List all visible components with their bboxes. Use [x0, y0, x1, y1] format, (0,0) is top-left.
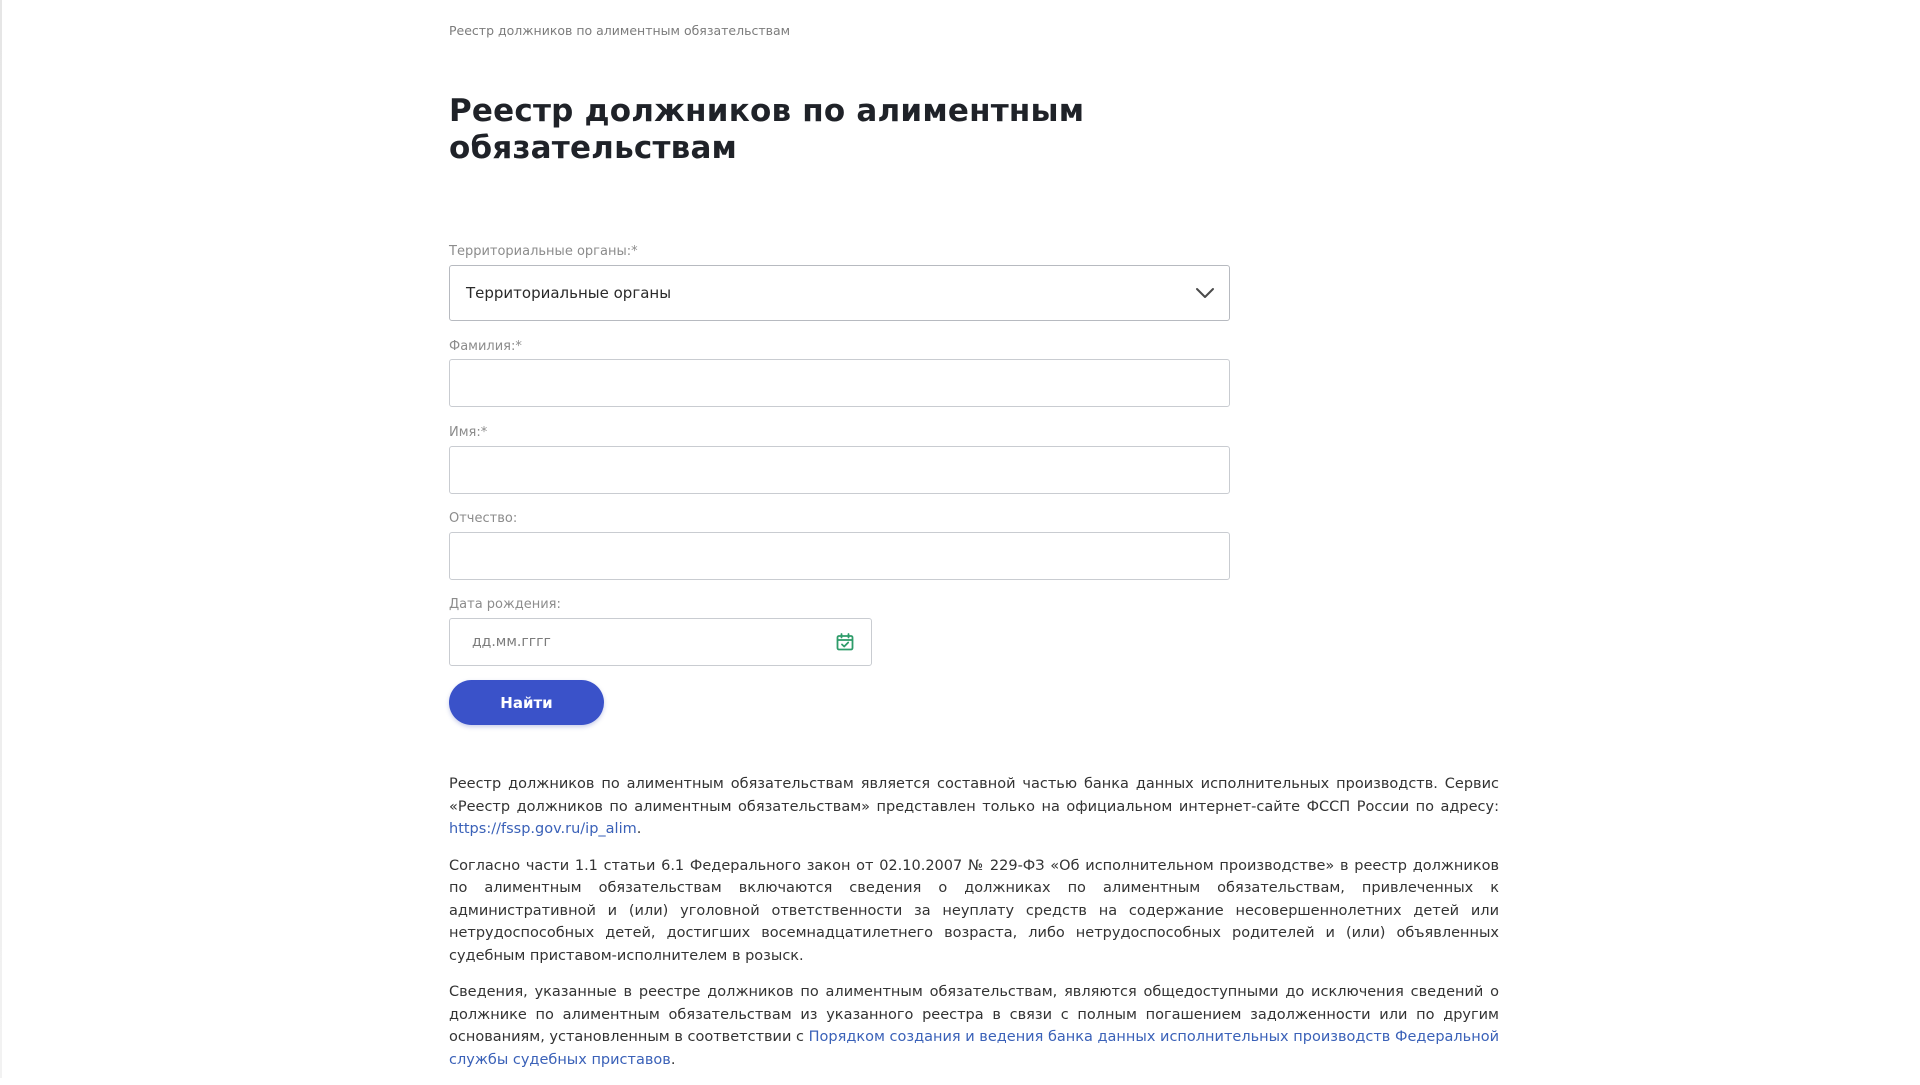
page-title: Реестр должников по алиментным обязательствам — [449, 93, 1085, 166]
info-paragraph-1-end: . — [636, 821, 642, 837]
info-section — [449, 773, 1499, 1085]
last-name-input[interactable] — [449, 359, 1230, 407]
procedure-link[interactable]: Порядком создания и ведения банка данных исполнительных производств Федеральной службы судебных приставов — [449, 1029, 1499, 1068]
registry-link[interactable]: https://fssp.gov.ru/ip_alim — [449, 821, 637, 837]
info-paragraph-2: Согласно части 1.1 статьи 6.1 Федерального закон от 02.10.2007 № 229-ФЗ «Об исполнительном производстве» в реестр должников по алиментным обязательствам включаются сведения о должниках по алиментным обязательствам, привлеченных к административной и (или) уголовной ответственности за неуплату средств на содержание несовершеннолетних детей или нетрудоспособных детей, достигших восемнадцатилетнего возраста, либо нетрудоспособных родителей и (или) объявленных судебным приставом-исполнителем в розыск. — [449, 857, 1499, 964]
territorial-label: Территориальные органы:* — [449, 244, 638, 259]
territorial-select[interactable] — [449, 265, 1230, 321]
search-button[interactable]: Найти — [449, 680, 604, 725]
info-paragraph-3-text: Сведения, указанные в реестре должников по алиментным обязательствам, являются общедоступными до исключения сведений о должнике по алиментным обязательствам из указанного реестра в связи с полным погашением задолженности или по другим основаниям, установленным в соответствии с — [449, 984, 1499, 1045]
last-name-label: Фамилия:* — [449, 339, 522, 354]
patronymic-label: Отчество: — [449, 511, 518, 526]
birth-date-input[interactable] — [472, 634, 812, 650]
info-paragraph-3-end: . — [670, 1051, 676, 1068]
page-left-edge — [0, 0, 2, 1078]
calendar-icon[interactable] — [835, 632, 855, 652]
info-paragraph-3 — [449, 981, 1499, 1071]
info-paragraph-1 — [449, 773, 1499, 841]
chevron-down-icon — [1195, 287, 1215, 299]
patronymic-input[interactable] — [449, 532, 1230, 580]
first-name-input[interactable] — [449, 446, 1230, 494]
birth-date-label: Дата рождения: — [449, 597, 561, 612]
territorial-select-value: Территориальные органы — [466, 284, 672, 302]
first-name-label: Имя:* — [449, 425, 488, 440]
birth-date-field — [449, 618, 872, 666]
breadcrumb[interactable]: Реестр должников по алиментным обязательствам — [449, 23, 791, 38]
info-paragraph-1-text: Реестр должников по алиментным обязательствам является составной частью банка данных исполнительных производств. Сервис «Реестр должников по алиментным обязательствам» представлен только на официальном интернет-сайте ФССП России по адресу: — [449, 776, 1499, 815]
